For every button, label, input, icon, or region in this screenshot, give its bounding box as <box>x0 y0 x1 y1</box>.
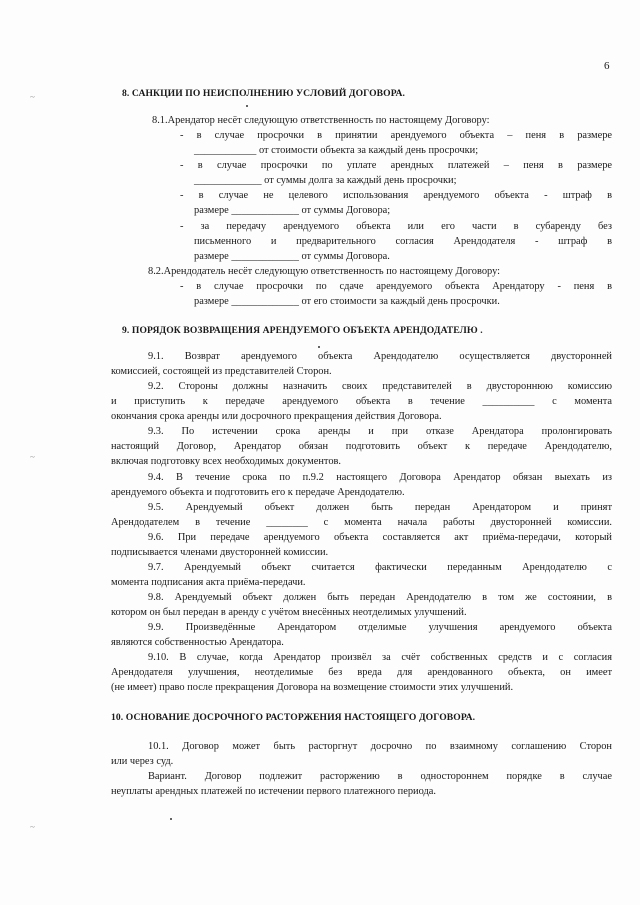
clause-8-1-item-4: - за передачу арендуемого объекта или его части в субаренду без <box>180 221 612 232</box>
clause-8-1-item-1: - в случае просрочки в принятии арендуемого объекта – пеня в размере <box>180 130 612 141</box>
clause-8-1-item-1-cont: ____________ от стоимости объекта за каждый день просрочки; <box>194 145 479 156</box>
clause-9-2: 9.2. Стороны должны назначить своих представителей в двустороннюю комиссию <box>148 381 612 392</box>
margin-mark: ~ <box>30 452 35 462</box>
clause-9-2-cont2: окончания срока аренды или досрочного прекращения действия Договора. <box>111 411 442 422</box>
clause-8-1-item-3-cont: размере _____________ от суммы Договора; <box>194 205 391 216</box>
scan-speck <box>318 346 320 348</box>
clause-9-8: 9.8. Арендуемый объект должен быть передан Арендодателю в том же состоянии, в <box>148 592 612 603</box>
margin-mark: ~ <box>30 822 35 832</box>
clause-9-6-cont: подписывается членами двусторонней комиссии. <box>111 547 329 558</box>
clause-9-2-cont: и приступить к передаче арендуемого объекта в течение __________ с момента <box>111 396 612 407</box>
section-8-heading: 8. САНКЦИИ ПО НЕИСПОЛНЕНИЮ УСЛОВИЙ ДОГОВОРА. <box>122 88 406 99</box>
clause-9-1: 9.1. Возврат арендуемого объекта Арендодателю осуществляется двусторонней <box>148 351 612 362</box>
clause-8-2: 8.2.Арендодатель несёт следующую ответственность по настоящему Договору: <box>148 266 501 277</box>
clause-9-5-cont: Арендодателем в течение ________ с момента начала работы двусторонней комиссии. <box>111 517 612 528</box>
clause-9-4: 9.4. В течение срока по п.9.2 настоящего Договора Арендатор обязан выехать из <box>148 472 612 483</box>
clause-10-1-cont: или через суд. <box>111 756 174 767</box>
clause-8-1-item-4-cont2: размере _____________ от суммы Договора. <box>194 251 390 262</box>
clause-9-10-cont: Арендодателя улучшения, неотделимые без вреда для арендованного объекта, он имеет <box>111 667 612 678</box>
clause-9-5: 9.5. Арендуемый объект должен быть передан Арендатором и принят <box>148 502 612 513</box>
clause-10-variant-cont: неуплаты арендных платежей по истечении первого платежного периода. <box>111 786 436 797</box>
clause-8-2-item-1-cont: размере _____________ от его стоимости за каждый день просрочки. <box>194 296 500 307</box>
clause-9-7: 9.7. Арендуемый объект считается фактически переданным Арендодателю с <box>148 562 612 573</box>
scan-speck <box>170 818 172 820</box>
clause-9-4-cont: арендуемого объекта и подготовить его к передаче Арендодателю. <box>111 487 405 498</box>
clause-8-1: 8.1.Арендатор несёт следующую ответственность по настоящему Договору: <box>152 115 490 126</box>
clause-10-variant: Вариант. Договор подлежит расторжению в одностороннем порядке в случае <box>148 771 612 782</box>
clause-9-7-cont: момента подписания акта приёма-передачи. <box>111 577 306 588</box>
clause-8-1-item-3: - в случае не целевого использования арендуемого объекта - штраф в <box>180 190 612 201</box>
clause-10-1: 10.1. Договор может быть расторгнут досрочно по взаимному соглашению Сторон <box>148 741 612 752</box>
clause-8-1-item-4-cont: письменного и предварительного согласия Арендодателя - штраф в <box>194 236 612 247</box>
clause-9-1-cont: комиссией, состоящей из представителей Сторон. <box>111 366 332 377</box>
clause-8-1-item-2: - в случае просрочки по уплате арендных платежей – пеня в размере <box>180 160 612 171</box>
clause-9-3-cont2: включая подготовку всех необходимых документов. <box>111 456 342 467</box>
scan-speck <box>246 105 248 107</box>
clause-9-6: 9.6. При передаче арендуемого объекта составляется акт приёма-передачи, который <box>148 532 612 543</box>
section-10-heading: 10. ОСНОВАНИЕ ДОСРОЧНОГО РАСТОРЖЕНИЯ НАСТОЯЩЕГО ДОГОВОРА. <box>111 712 476 723</box>
section-9-heading: 9. ПОРЯДОК ВОЗВРАЩЕНИЯ АРЕНДУЕМОГО ОБЪЕКТА АРЕНДОДАТЕЛЮ . <box>122 325 483 336</box>
clause-9-10-cont2: (не имеет) право после прекращения Договора на возмещение стоимости этих улучшений. <box>111 682 514 693</box>
clause-9-3-cont: настоящий Договор, Арендатор обязан подготовить объект к передаче Арендодателю, <box>111 441 612 452</box>
clause-9-10: 9.10. В случае, когда Арендатор произвёл за счёт собственных средств и с согласия <box>148 652 612 663</box>
margin-mark: ~ <box>30 92 35 102</box>
page-number: 6 <box>604 60 610 72</box>
clause-9-9: 9.9. Произведённые Арендатором отделимые улучшения арендуемого объекта <box>148 622 612 633</box>
clause-8-1-item-2-cont: _____________ от суммы долга за каждый день просрочки; <box>194 175 457 186</box>
clause-9-8-cont: котором он был передан в аренду с учётом внесённых неотделимых улучшений. <box>111 607 467 618</box>
clause-8-2-item-1: - в случае просрочки по сдаче арендуемого объекта Арендатору - пеня в <box>180 281 612 292</box>
clause-9-9-cont: являются собственностью Арендатора. <box>111 637 284 648</box>
clause-9-3: 9.3. По истечении срока аренды и при отказе Арендатора пролонгировать <box>148 426 612 437</box>
